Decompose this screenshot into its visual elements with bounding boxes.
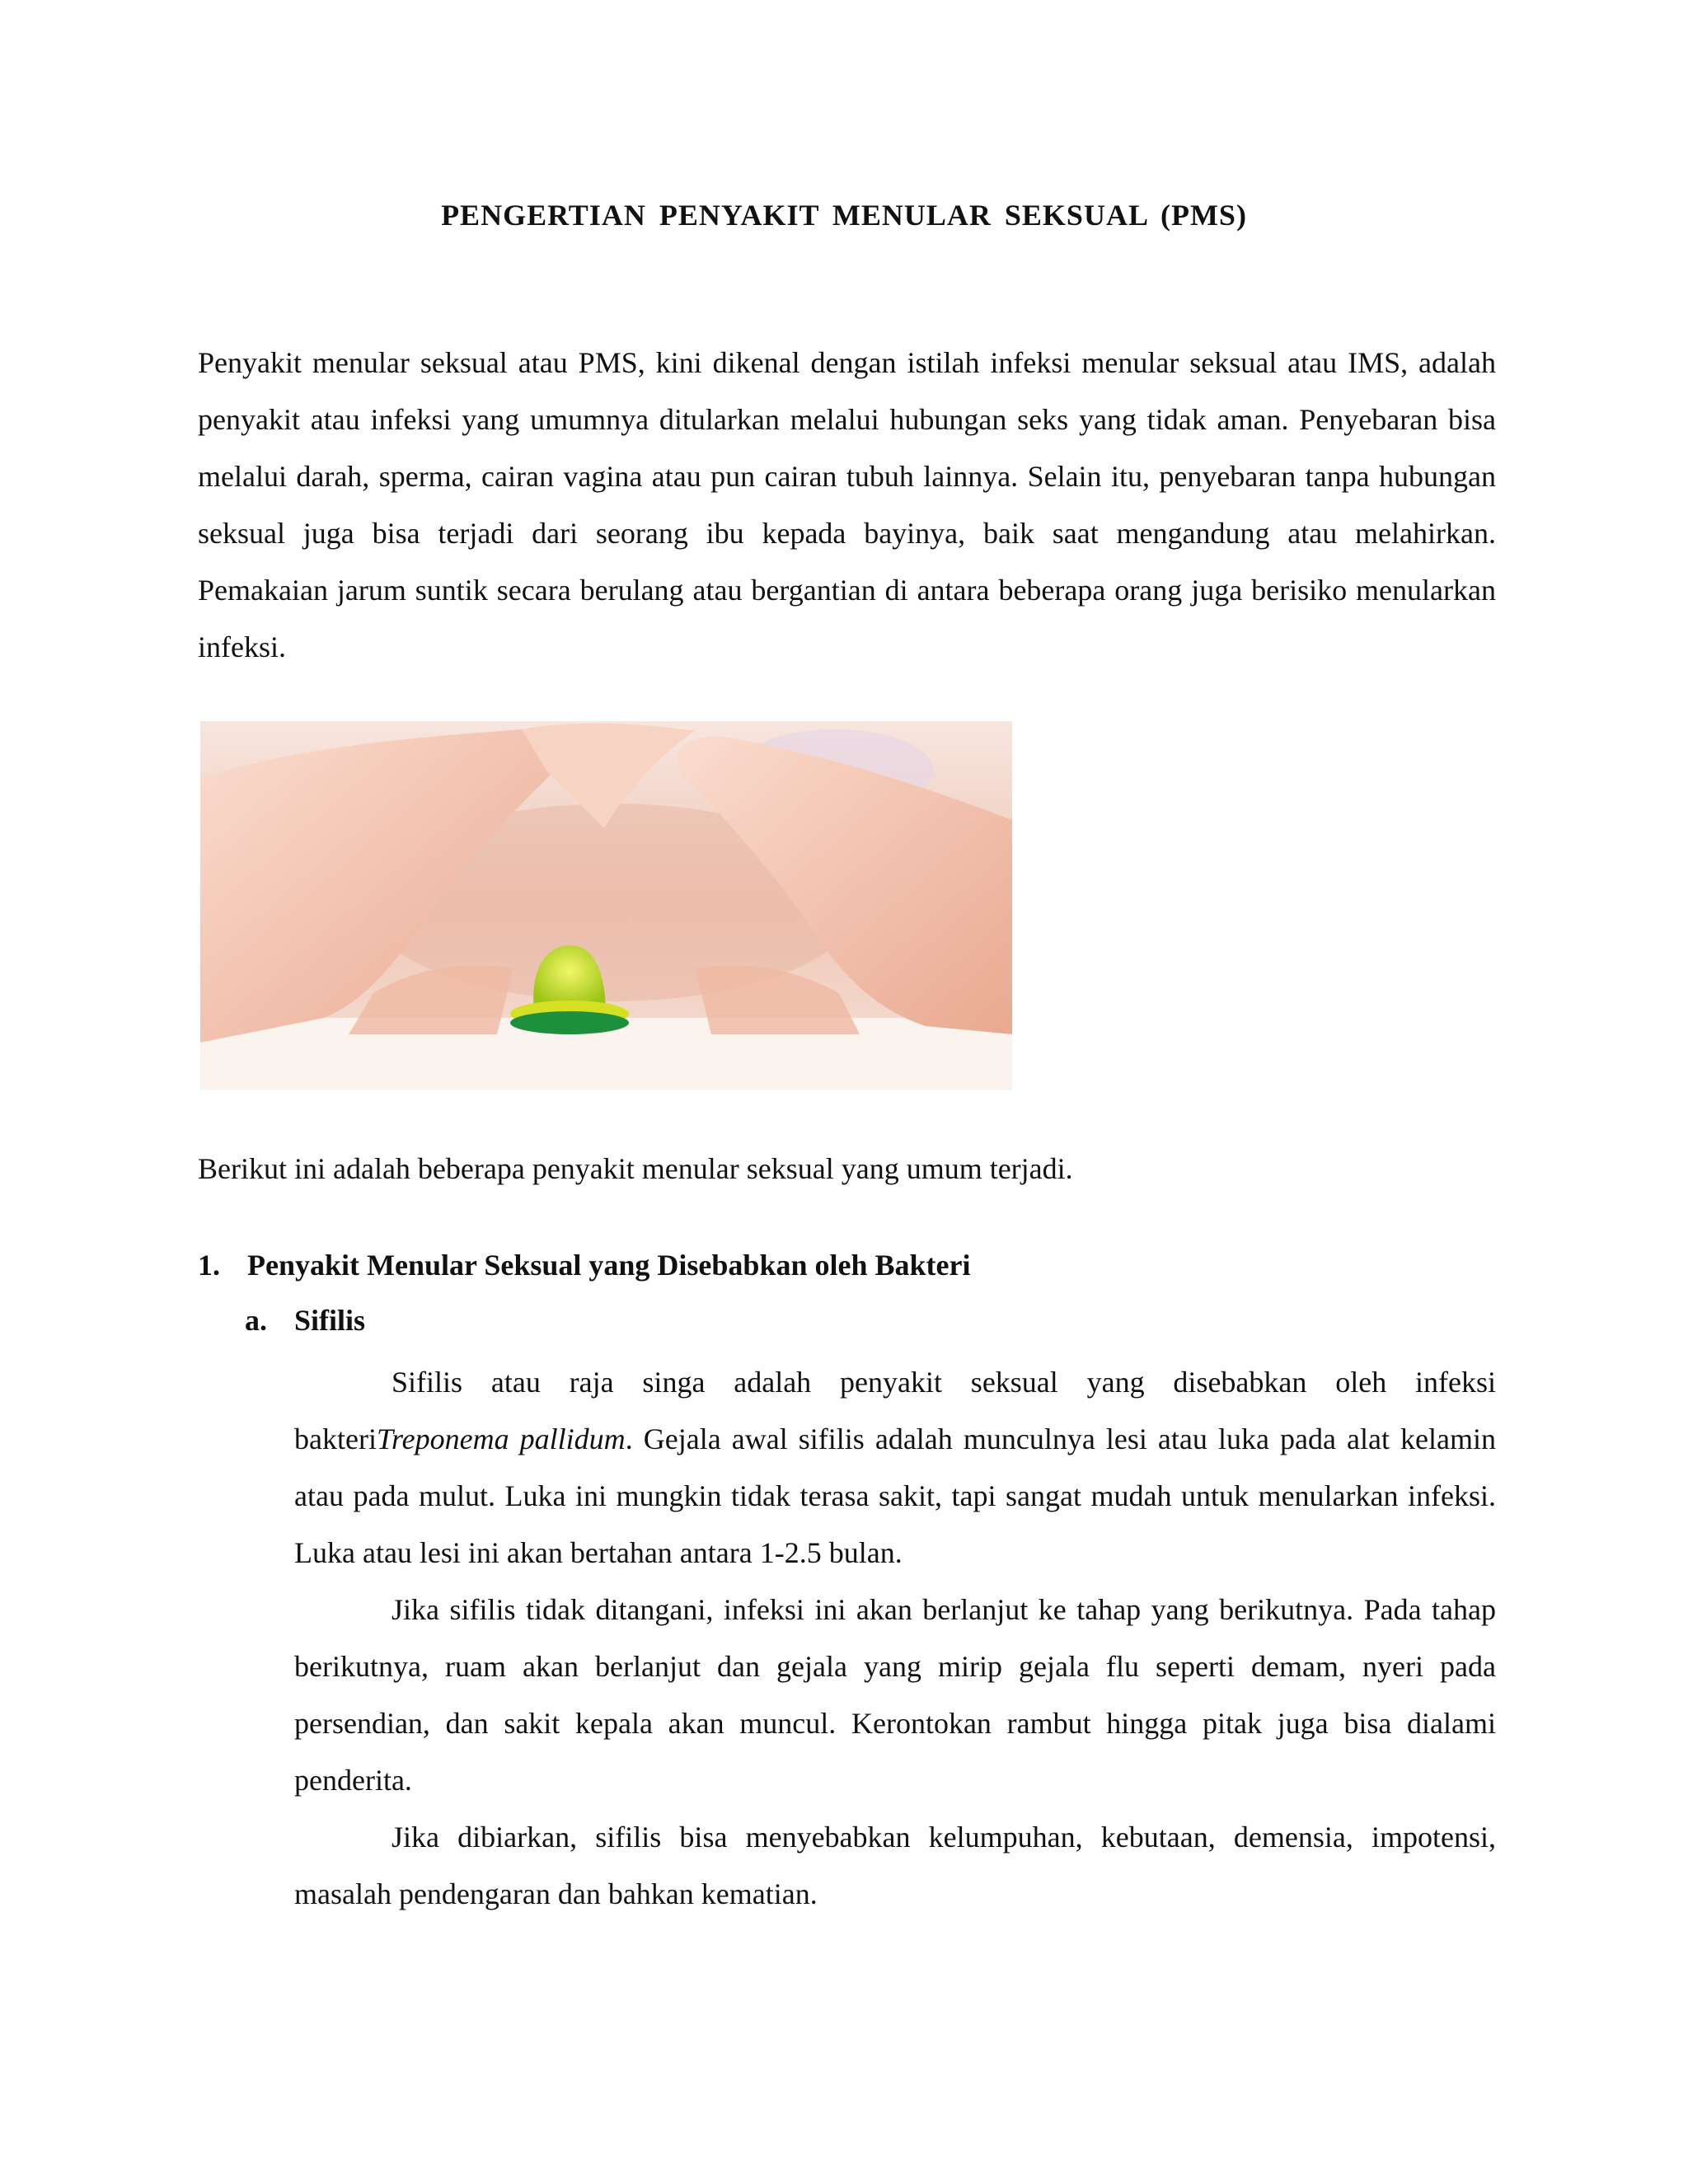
p1-text-end: . Gejala awal sifilis adalah munculnya lesi atau luka pada alat kelamin atau pada mulut. Luka ini mungkin tidak terasa sakit, tapi sangat mudah untuk menularkan infeksi. Luka atau lesi ini akan bertahan antara 1-2.5 bulan.	[294, 1422, 1496, 1569]
sifilis-paragraph-1-text	[294, 1354, 1496, 1582]
condom-hands-photo	[200, 721, 1012, 1090]
sifilis-paragraph-1	[294, 1354, 1496, 1582]
section-title: Penyakit Menular Seksual yang Disebabkan oleh Bakteri	[247, 1249, 971, 1282]
bacteria-name: Treponema pallidum	[376, 1422, 626, 1455]
list-intro: Berikut ini adalah beberapa penyakit menular seksual yang umum terjadi.	[198, 1152, 1073, 1185]
intro-paragraph: Penyakit menular seksual atau PMS, kini dikenal dengan istilah infeksi menular seksual atau IMS, adalah penyakit atau infeksi yang umumnya ditularkan melalui hubungan seks yang tidak aman. Penyebaran bisa melalui darah, sperma, cairan vagina atau pun cairan tubuh lainnya. Selain itu, penyebaran tanpa hubungan seksual juga bisa terjadi dari seorang ibu kepada bayinya, baik saat mengandung atau melahirkan. Pemakaian jarum suntik secara berulang atau bergantian di antara beberapa orang juga berisiko menularkan infeksi.	[198, 346, 1496, 663]
subsection-heading-sifilis	[245, 1303, 365, 1338]
sifilis-paragraph-2-text: Jika sifilis tidak ditangani, infeksi ini akan berlanjut ke tahap yang berikutnya. Pada tahap berikutnya, ruam akan berlanjut dan gejala yang mirip gejala flu seperti demam, nyeri pada persendian, dan sakit kepala akan muncul. Kerontokan rambut hingga pitak juga bisa dialami penderita.	[294, 1593, 1496, 1797]
section-number: 1.	[198, 1249, 220, 1282]
subsection-letter: a.	[245, 1304, 267, 1337]
sifilis-paragraph-2	[294, 1582, 1496, 1809]
p1-text-start: Sifilis atau raja singa adalah penyakit seksual yang disebabkan oleh infeksi bakteri	[294, 1366, 1496, 1455]
photo-illustration	[200, 721, 1012, 1090]
section-heading-bacteria	[198, 1248, 970, 1282]
page-title: PENGERTIAN PENYAKIT MENULAR SEKSUAL (PMS)	[441, 199, 1247, 232]
subsection-title: Sifilis	[294, 1304, 366, 1337]
sifilis-paragraph-3	[294, 1809, 1496, 1923]
sifilis-paragraph-3-text: Jika dibiarkan, sifilis bisa menyebabkan kelumpuhan, kebutaan, demensia, impotensi, masalah pendengaran dan bahkan kematian.	[294, 1821, 1496, 1910]
